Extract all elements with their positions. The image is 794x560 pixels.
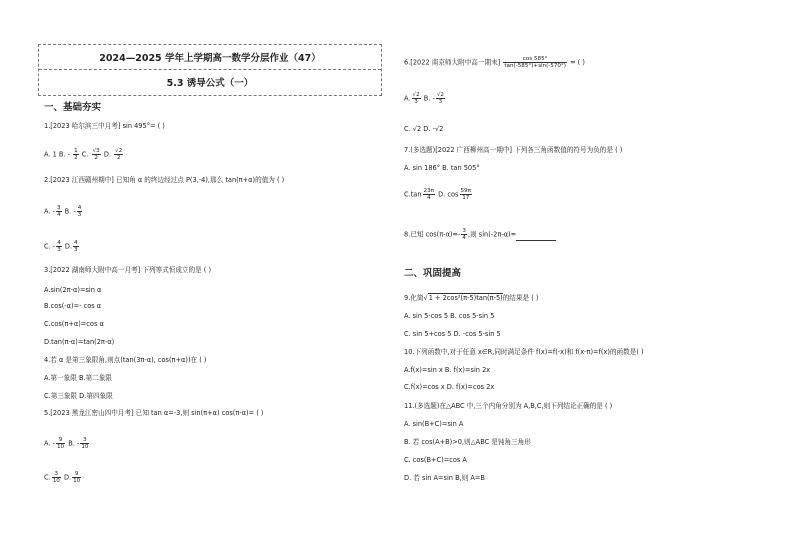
q1-opt-ab: A. 1 B. - (44, 150, 70, 159)
question-5-options-ab: A. - $\frac{9}{10}$ B. - $\frac{3}{10}$ (44, 437, 89, 450)
question-9-options-ab: A. sin 5-cos 5 B. cos 5-sin 5 (404, 312, 495, 320)
section-advanced-heading: 二、巩固提高 (404, 268, 462, 279)
q2-frac-b: $\frac{4}{3}$ (77, 205, 82, 218)
q5-frac-b: $\frac{3}{10}$ (81, 437, 89, 450)
q8-frac: $\frac{3}{4}$ (462, 228, 466, 241)
question-11-option-c: C. cos(B+C)=cos A (404, 456, 467, 464)
q6-frac-b: $\frac{√2}{3}$ (436, 92, 444, 105)
header-divider (39, 69, 381, 70)
q9-radicand: 1 + 2cos²(π-5)tan(π-5) (428, 294, 503, 302)
question-4-stem: 4.若 α 是第三象限角,则点(tan(3π-α), cos(π+α))在 ( ) (44, 356, 207, 364)
q1-opt-d: D. (103, 150, 111, 159)
q6-frac-a: $\frac{√2}{3}$ (412, 92, 420, 105)
question-1-options (44, 148, 124, 161)
worksheet-title: 2024—2025 学年上学期高一数学分层作业（47） (99, 53, 321, 64)
question-7-stem: 7.(多选题)[2022 广西柳州高一期中] 下列各三角函数值的符号为负的是 ( ) (404, 146, 623, 154)
question-2-stem: 2.[2023 江西赣州期中] 已知角 α 的终边经过点 P(3,-4),那么 tan(π+α)的值为 ( ) (44, 176, 285, 184)
question-3-option-d: D.tan(π-α)=tan(2π-α) (44, 338, 115, 346)
q2-frac-c: $\frac{4}{3}$ (57, 240, 61, 253)
worksheet-header (38, 44, 382, 96)
question-11-option-b: B. 若 cos(A+B)>0,则△ABC 是钝角三角形 (404, 438, 531, 446)
question-9-stem: 9.化简√1 + 2cos²(π-5)tan(π-5)的结果是 ( ) (404, 294, 539, 302)
question-7-options-ab: A. sin 186° B. tan 505° (404, 164, 480, 172)
question-3-stem: 3.[2022 湖南师大附中高一月考] 下列等式恒成立的是 ( ) (44, 266, 212, 274)
question-10-options-ab: A.f(x)=sin x B. f(x)=sin 2x (404, 366, 491, 374)
q7-frac-d: $\frac{59\pi}{17}$ (460, 188, 471, 201)
section-basic-heading: 一、基础夯实 (44, 102, 102, 113)
q1-opt-c: C. (81, 150, 89, 159)
question-10-options-cd: C.f(x)=cos x D. f(x)=cos 2x (404, 383, 495, 391)
question-7-options-cd: C.tan $\frac{23\pi}{4}$ D. cos $\frac{59\pi}{17}$ (404, 188, 471, 201)
question-6-options-ab: A. $\frac{√2}{3}$ B. - $\frac{√2}{3}$ (404, 92, 444, 105)
question-2-options-ab: A. - $\frac{3}{4}$ B. - $\frac{4}{3}$ (44, 205, 82, 218)
question-2-options-cd: C. - $\frac{4}{3}$ D. $\frac{4}{3}$ (44, 240, 78, 253)
question-4-options-ab: A.第一象限 B.第二象限 (44, 374, 112, 382)
question-1-stem: 1.[2023 哈尔滨三中月考] sin 495°= ( ) (44, 122, 165, 130)
question-6-stem: 6.[2022 南京师大附中高一期末] $\frac{\cos 585^\circ}{\tan(-585^\circ)+\sin(-570^\circ)}$ = ( ) (404, 56, 585, 69)
q1-frac-1: $\frac{1}{2}$ (74, 148, 78, 161)
question-3-option-a: A.sin(2π-α)=sin α (44, 286, 102, 294)
question-5-stem: 5.[2023 黑龙江密山四中月考] 已知 tan α=-3,则 sin(π+α) cos(π-α)= ( ) (44, 409, 264, 417)
q2-frac-d: $\frac{4}{3}$ (74, 240, 78, 253)
question-11-stem: 11.(多选题)在△ABC 中,三个内角分别为 A,B,C,则下列结论正确的是 ( ) (404, 402, 613, 410)
question-3-option-c: C.cos(π+α)=cos α (44, 320, 104, 328)
question-10-stem: 10.下列函数中,对于任意 x∈R,同时满足条件 f(x)=f(-x)和 f(x-π)=f(x)的函数是( ) (404, 348, 644, 356)
question-3-option-b: B.cos(-α)=- cos α (44, 302, 102, 310)
question-5-options-cd: C. $\frac{3}{10}$ D. $\frac{9}{10}$ (44, 471, 81, 484)
question-9-options-cd: C. sin 5+cos 5 D. -cos 5-sin 5 (404, 330, 501, 338)
q5-frac-d: $\frac{9}{10}$ (73, 471, 81, 484)
question-4-options-cd: C.第三象限 D.第四象限 (44, 392, 113, 400)
q6-expression: $\frac{\cos 585^\circ}{\tan(-585^\circ)+\sin(-570^\circ)}$ (504, 56, 566, 69)
question-11-option-d: D. 若 sin A=sin B,则 A=B (404, 474, 485, 482)
q7-frac-c: $\frac{23\pi}{4}$ (423, 188, 435, 201)
q5-frac-a: $\frac{9}{10}$ (56, 437, 65, 450)
question-6-options-cd: C. √2 D. -√2 (404, 125, 444, 133)
q5-frac-c: $\frac{3}{10}$ (52, 471, 60, 484)
q1-frac-2: $\frac{√3}{2}$ (92, 148, 100, 161)
lesson-title: 5.3 诱导公式（一） (166, 78, 254, 89)
q2-frac-a: $\frac{3}{4}$ (56, 205, 61, 218)
q1-frac-3: $\frac{√2}{2}$ (115, 148, 123, 161)
question-11-option-a: A. sin(B+C)=sin A (404, 420, 464, 428)
question-8-stem: 8.已知 cos(π-α)=- $\frac{3}{4}$ ,则 sin(-2π-α)= (404, 228, 556, 241)
answer-blank[interactable] (516, 234, 556, 241)
